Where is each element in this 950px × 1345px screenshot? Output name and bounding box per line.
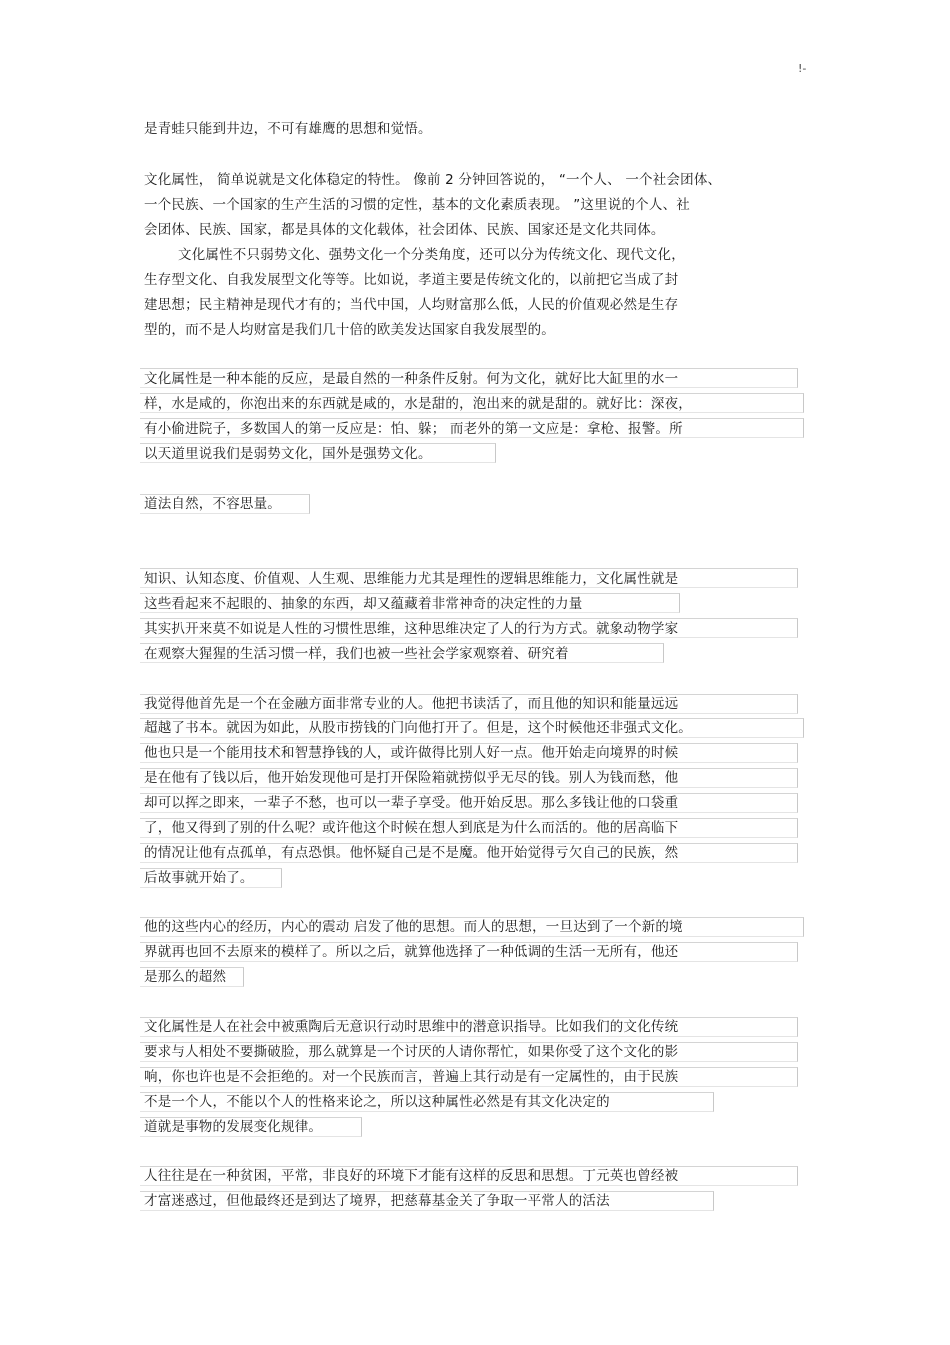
text-line: 超越了书本。就因为如此，从股市捞钱的门向他打开了。但是，这个时候他还非强式文化。: [144, 720, 692, 736]
text-line: 有小偷进院子，多数国人的第一反应是：怕、躲； 而老外的第一文应是：拿枪、报警。所: [144, 421, 683, 437]
text-line: 会团体、民族、国家，都是具体的文化载体，社会团体、民族、国家还是文化共同体。: [144, 222, 665, 238]
text-line: 一个民族、一个国家的生产生活的习惯的定性，基本的文化素质表现。 ”这里说的个人、社: [144, 197, 690, 213]
text-line: 以天道里说我们是弱势文化，国外是强势文化。: [144, 446, 432, 462]
text-line: 人往往是在一种贫困，平常，非良好的环境下才能有这样的反思和思想。丁元英也曾经被: [144, 1168, 679, 1184]
text-line: 样，水是咸的，你泡出来的东西就是咸的，水是甜的，泡出来的就是甜的。就好比：深夜，: [144, 396, 692, 412]
text-line: 他也只是一个能用技术和智慧挣钱的人，或许做得比别人好一点。他开始走向境界的时候: [144, 745, 679, 761]
text-line: 不是一个人，不能以个人的性格来论之，所以这种属性必然是有其文化决定的: [144, 1094, 610, 1110]
text-line: 文化属性， 简单说就是文化体稳定的特性。 像前 2 分钟回答说的， “一个人、 一个社会团体、: [144, 172, 722, 188]
text-line: 响，你也许也是不会拒绝的。对一个民族而言，普遍上其行动是有一定属性的，由于民族: [144, 1069, 679, 1085]
text-line: 我觉得他首先是一个在金融方面非常专业的人。他把书读活了，而且他的知识和能量远远: [144, 696, 679, 712]
text-line: 道就是事物的发展变化规律。: [144, 1119, 323, 1135]
text-line: 是在他有了钱以后，他开始发现他可是打开保险箱就捞似乎无尽的钱。别人为钱而愁，他: [144, 770, 679, 786]
text-line: 知识、认知态度、价值观、人生观、思维能力尤其是理性的逻辑思维能力，文化属性就是: [144, 571, 679, 587]
text-line: 却可以挥之即来，一辈子不愁，也可以一辈子享受。他开始反思。那么多钱让他的口袋重: [144, 795, 679, 811]
text-line: 道法自然，不容思量。: [144, 496, 281, 512]
text-line: 其实扒开来莫不如说是人性的习惯性思维，这种思维决定了人的行为方式。就象动物学家: [144, 621, 679, 637]
text-line: 他的这些内心的经历，内心的震动 启发了他的思想。而人的思想，一旦达到了一个新的境: [144, 919, 683, 935]
text-line: 才富迷惑过，但他最终还是到达了境界，把慈幕基金关了争取一平常人的活法: [144, 1193, 610, 1209]
text-line: 了，他又得到了别的什么呢？或许他这个时候在想人到底是为什么而活的。他的居高临下: [144, 820, 679, 836]
text-line: 要求与人相处不要撕破脸，那么就算是一个讨厌的人请你帮忙，如果你受了这个文化的影: [144, 1044, 679, 1060]
text-line: 文化属性是人在社会中被熏陶后无意识行动时思维中的潜意识指导。比如我们的文化传统: [144, 1019, 679, 1035]
text-line: 后故事就开始了。: [144, 870, 254, 886]
text-line: 这些看起来不起眼的、抽象的东西，却又蕴藏着非常神奇的决定性的力量: [144, 596, 583, 612]
text-line: 型的，而不是人均财富是我们几十倍的欧美发达国家自我发展型的。: [144, 322, 555, 338]
text-line: 是那么的超然: [144, 969, 227, 985]
text-line: 文化属性不只弱势文化、强势文化一个分类角度，还可以分为传统文化、现代文化，: [178, 247, 685, 263]
page-mark: !-: [798, 62, 807, 75]
text-line: 在观察大猩猩的生活习惯一样，我们也被一些社会学家观察着、研究着: [144, 646, 569, 662]
text-line: 文化属性是一种本能的反应，是最自然的一种条件反射。何为文化，就好比大缸里的水一: [144, 371, 679, 387]
text-line: 建思想；民主精神是现代才有的；当代中国，人均财富那么低，人民的价值观必然是生存: [144, 297, 679, 313]
text-line: 是青蛙只能到井边，不可有雄鹰的思想和觉悟。: [144, 121, 432, 137]
text-line: 界就再也回不去原来的模样了。所以之后，就算他选择了一种低调的生活一无所有，他还: [144, 944, 679, 960]
text-line: 生存型文化、自我发展型文化等等。比如说，孝道主要是传统文化的，以前把它当成了封: [144, 272, 679, 288]
text-line: 的情况让他有点孤单，有点恐惧。他怀疑自己是不是魔。他开始觉得亏欠自己的民族，然: [144, 845, 679, 861]
